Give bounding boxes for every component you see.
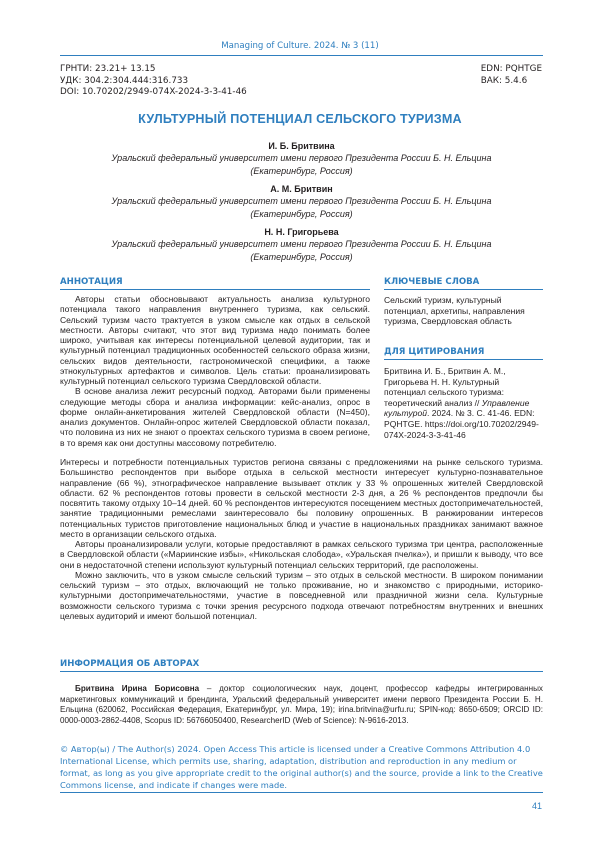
meta-right: [481, 64, 542, 87]
abstract-paragraph: Авторы статьи обосновывают актуальность анализа культурного потенциала такого направления внутреннего туризма, как сельский. Сельский туризм часто трактуется в узком смысле как отдых в сельской местности. Авторы считают, что этот вид туризма надо понимать более широко, учитывая как интересы потенциальной целевой аудитории, так и культурный потенциал традиционных особенностей сельского образа жизни, сельских видов деятельности, гастрономической специфики, а также этнокультурных артефактов и символов. Цель статьи: проанализировать культурный потенциал сельского туризма Свердловской области.: [60, 294, 370, 386]
udk-code: УДК: 304.2:304.444:316.733: [60, 76, 247, 88]
abstract-paragraph: Можно заключить, что в узком смысле сельский туризм – это отдых в сельской местности. В широком понимании сельский туризм – это отдых, включающий не только проживание, но и знакомство с природными, историко-культурными достопримечательностями, участие в повседневной или праздничной жизни села. Культурные возможности сельского туризма с точки зрения ресурсного подхода отвечают потребностям внутренних и внешних целевых аудиторий и имеют большой потенциал.: [60, 570, 543, 621]
author-name: А. М. Бритвин: [60, 183, 543, 195]
author-info-text: [60, 684, 543, 726]
article-title: КУЛЬТУРНЫЙ ПОТЕНЦИАЛ СЕЛЬСКОГО ТУРИЗМА: [0, 112, 600, 126]
grnti-code: ГРНТИ: 23.21+ 13.15: [60, 64, 247, 76]
author-name: И. Б. Бритвина: [60, 140, 543, 152]
edn-code: EDN: PQHTGE: [481, 64, 542, 76]
citation-text: [384, 366, 543, 440]
journal-header: Managing of Culture. 2024. № 3 (11): [0, 41, 600, 51]
citation-journal: Управление культурой: [384, 398, 529, 419]
citation-details: . 2024. № 3. С. 41-46. EDN: PQHTGE. https://doi.org/10.70202/2949-074X-2024-3-3-41-46: [384, 408, 539, 439]
author-block: [60, 183, 543, 220]
citation-divider: [384, 359, 543, 360]
abstract-full-width: [60, 457, 543, 621]
citation-authors: Бритвина И. Б., Бритвин А. М., Григорьева Н. Н. Культурный потенциал сельского туризма: теоретический анализ //: [384, 366, 506, 408]
author-location: (Екатеринбург, Россия): [60, 208, 543, 220]
author-affiliation: Уральский федеральный университет имени первого Президента России Б. Н. Ельцина: [60, 238, 543, 250]
page-number: 41: [532, 801, 542, 811]
author-location: (Екатеринбург, Россия): [60, 251, 543, 263]
doi-code: DOI: 10.70202/2949-074X-2024-3-3-41-46: [60, 87, 247, 99]
author-info-name: Бритвина Ирина Борисовна: [75, 684, 199, 693]
abstract-column: [60, 294, 370, 448]
abstract-divider: [60, 289, 370, 290]
keywords-heading: КЛЮЧЕВЫЕ СЛОВА: [384, 277, 479, 287]
author-location: (Екатеринбург, Россия): [60, 165, 543, 177]
vak-code: ВАК: 5.4.6: [481, 76, 542, 88]
author-info-details: – доктор социологических наук, доцент, профессор кафедры интегрированных маркетинговых коммуникаций и брендинга, Уральский федеральный университет имени первого Президента России Б. Н. Ельцина (620062, Российская Федерация, Екатеринбург, ул. Мира, 19); irina.britvina@urfu.ru; SPIN-код: 8650-6509; ORCID ID: 0000-0003-2862-4408, Scopus ID: 56766050400, ResearcherID (Web of Science): N-9616-2013.: [60, 684, 543, 725]
header-divider: [60, 55, 543, 56]
author-name: Н. Н. Григорьева: [60, 226, 543, 238]
abstract-paragraph: Авторы проанализировали услуги, которые предоставляют в рамках сельского туризма три центра, расположенные в Свердловской области («Мариинские избы», «Никольская слобода», «Уральская пчелка»), и пришли к выводу, что все они в недостаточной степени используют культурный потенциал сельских территорий, где расположены.: [60, 539, 543, 570]
author-affiliation: Уральский федеральный университет имени первого Президента России Б. Н. Ельцина: [60, 195, 543, 207]
license-notice: © Автор(ы) / The Author(s) 2024. Open Access This article is licensed under a Creative Commons Attribution 4.0 International License, which permits use, sharing, adaptation, distribution and reproduction in any medium or format, as long as you give appropriate credit to the original author(s) and the source, provide a link to the Creative Commons license, and indicate if changes were made.: [60, 743, 543, 791]
meta-left: [60, 64, 247, 99]
author-info-heading: ИНФОРМАЦИЯ ОБ АВТОРАХ: [60, 659, 199, 669]
keywords-text: Сельский туризм, культурный потенциал, архетипы, направления туризма, Свердловская область: [384, 295, 543, 327]
abstract-heading: АННОТАЦИЯ: [60, 277, 123, 287]
abstract-paragraph: В основе анализа лежит ресурсный подход. Авторами были применены следующие методы сбора и анализа информации: кейс-анализ, опрос в форме онлайн-анкетирования жителей Свердловской области (N=450), анализ документов. Онлайн-опрос жителей Свердловской области показал, что половина из них не знают о проектах сельского туризма в своем регионе, в то время как они доступны массовому потребителю.: [60, 386, 370, 448]
author-affiliation: Уральский федеральный университет имени первого Президента России Б. Н. Ельцина: [60, 152, 543, 164]
keywords-divider: [384, 289, 543, 290]
author-block: [60, 140, 543, 177]
author-block: [60, 226, 543, 263]
author-info-divider: [60, 671, 543, 672]
footer-divider: [60, 792, 543, 793]
citation-heading: ДЛЯ ЦИТИРОВАНИЯ: [384, 347, 484, 357]
abstract-paragraph-continued: Интересы и потребности потенциальных туристов региона связаны с предложениями на рынке сельского туризма. Большинство респондентов при выборе отдыха в сельской местности интересует культурно-познавательное направление (66 %), этнографическое направление вызывает отклик у 33 % опрошенных жителей Свердловской области. 62 % респондентов готовы провести в сельской местности 2-3 дня, а 26 % респондентов предпочли бы посвятить такому отдыху 10–14 дней. 60 % респондентов интересуются посещением местных достопримечательностей, занятие традиционными ремеслами заинтересовало бы половину опрошенных. В ранжировании интересов потенциальных туристов приготовление национальных блюд и участие в национальных праздниках занимают важное место в организации сельского отдыха.: [60, 457, 543, 539]
